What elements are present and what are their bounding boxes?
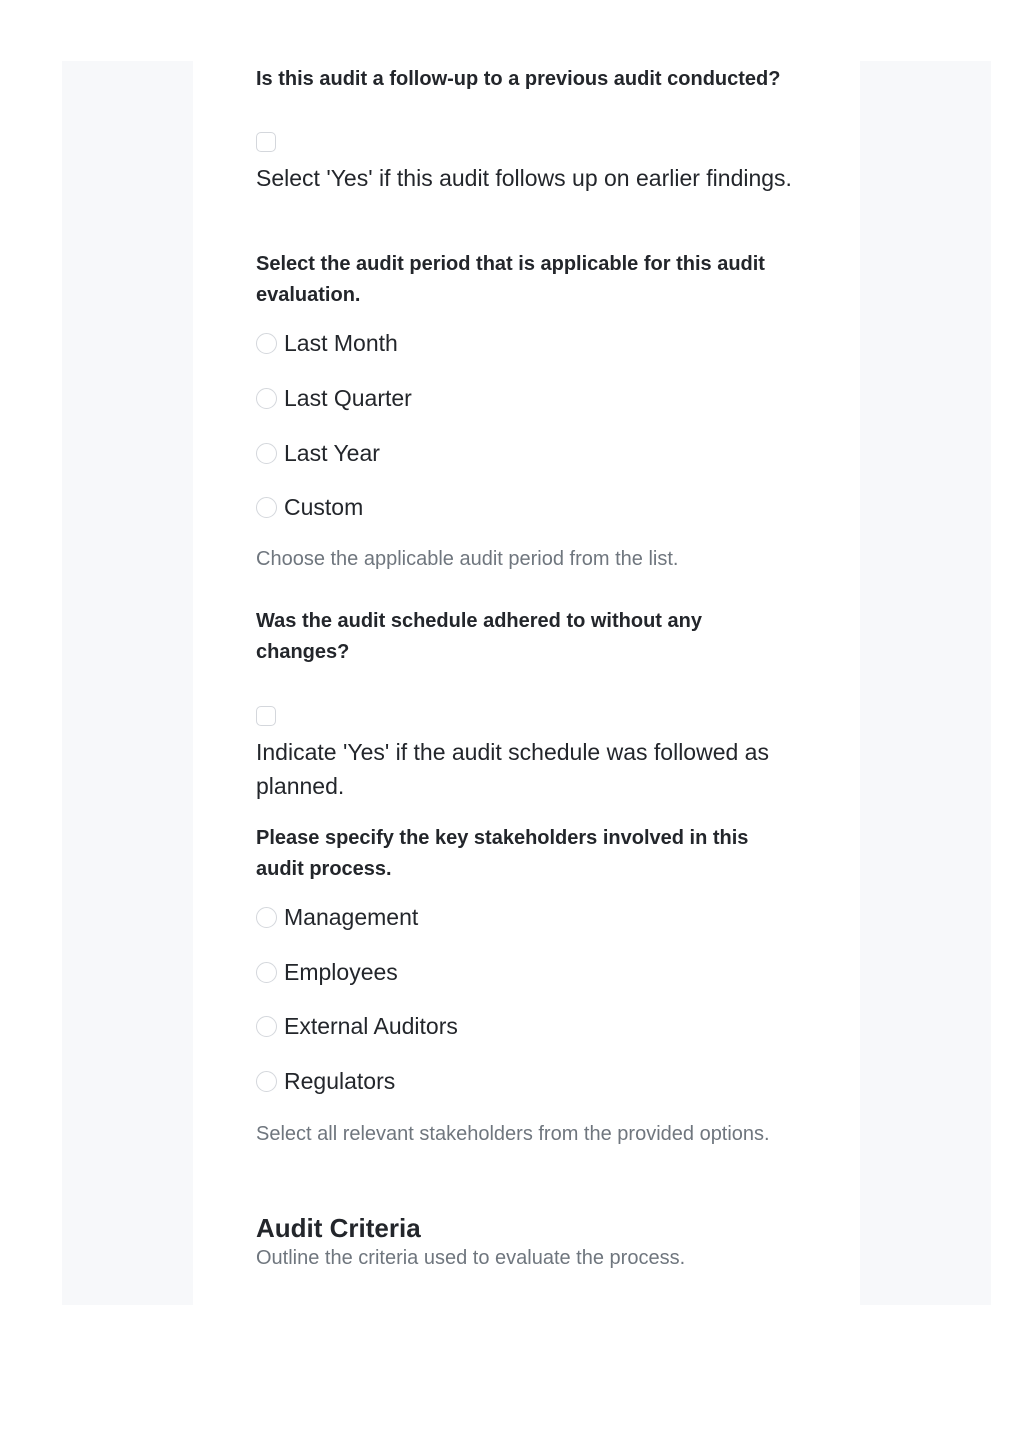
stakeholder-option-regulators[interactable]: [256, 1066, 395, 1096]
radio-button[interactable]: [256, 1016, 277, 1037]
radio-button[interactable]: [256, 907, 277, 928]
schedule-help-text: Indicate 'Yes' if the audit schedule was followed as planned.: [256, 739, 769, 799]
period-option-last-month[interactable]: [256, 328, 398, 358]
stakeholder-option-management[interactable]: [256, 902, 418, 932]
radio-button[interactable]: [256, 962, 277, 983]
period-option-last-quarter[interactable]: [256, 383, 412, 413]
radio-label: External Auditors: [284, 1012, 458, 1039]
period-option-last-year[interactable]: [256, 438, 380, 468]
right-side-panel: [860, 61, 991, 1305]
audit-criteria-subtitle: Outline the criteria used to evaluate the process.: [256, 1247, 686, 1269]
stakeholders-question-label: Please specify the key stakeholders involved in this audit process.: [256, 827, 749, 880]
radio-label: Management: [284, 903, 419, 930]
period-option-custom[interactable]: [256, 492, 363, 522]
followup-checkbox[interactable]: [256, 132, 276, 152]
radio-button[interactable]: [256, 388, 277, 409]
radio-label: Last Month: [284, 329, 398, 356]
schedule-question-label: Was the audit schedule adhered to without any changes?: [256, 610, 702, 663]
radio-button[interactable]: [256, 443, 277, 464]
left-side-panel: [62, 61, 193, 1305]
audit-criteria-title: Audit Criteria: [256, 1213, 421, 1243]
radio-label: Last Quarter: [284, 384, 412, 411]
stakeholder-option-external-auditors[interactable]: [256, 1011, 458, 1041]
stakeholders-help-text: Select all relevant stakeholders from the provided options.: [256, 1123, 770, 1145]
radio-button[interactable]: [256, 333, 277, 354]
radio-button[interactable]: [256, 1071, 277, 1092]
radio-label: Custom: [284, 493, 364, 520]
schedule-checkbox[interactable]: [256, 706, 276, 726]
followup-question-label: Is this audit a follow-up to a previous audit conducted?: [256, 68, 781, 90]
radio-label: Employees: [284, 958, 398, 985]
stakeholder-option-employees[interactable]: [256, 957, 398, 987]
followup-help-text: Select 'Yes' if this audit follows up on earlier findings.: [256, 165, 792, 191]
radio-label: Regulators: [284, 1067, 396, 1094]
period-question-label: Select the audit period that is applicable for this audit evaluation.: [256, 253, 765, 306]
radio-button[interactable]: [256, 497, 277, 518]
period-help-text: Choose the applicable audit period from the list.: [256, 548, 679, 570]
radio-label: Last Year: [284, 439, 380, 466]
